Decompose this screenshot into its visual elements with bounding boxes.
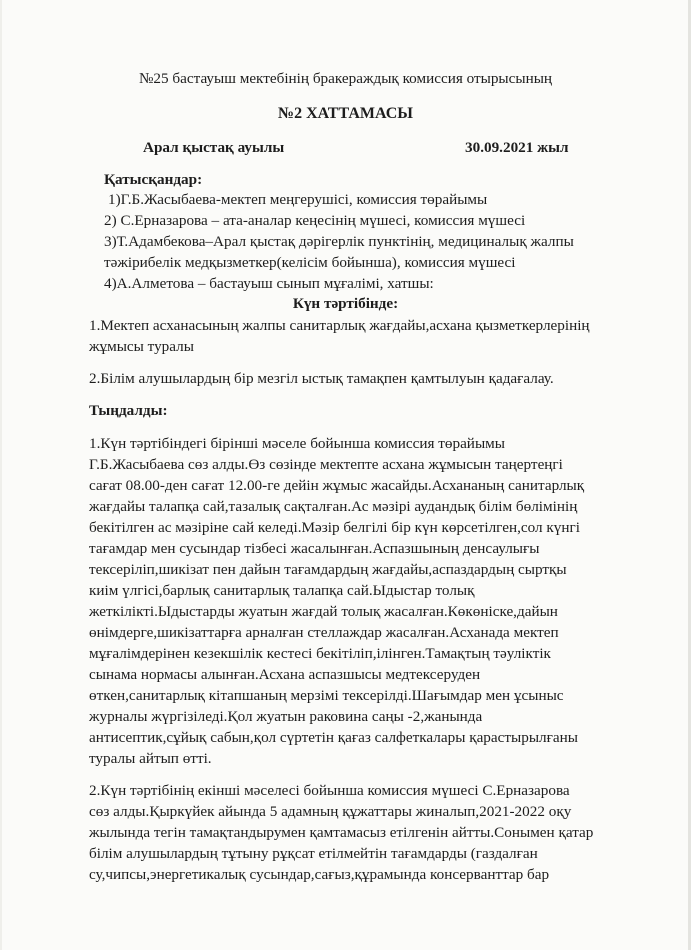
para1-line: мұғалімдерінен кезекшілік кестесі бекітіліп,ілінген.Тамақтың тәуліктік: [89, 645, 551, 662]
para1-line: өткен,санитарлық кітапшаның мерзімі тексерілді.Шағымдар мен ұсыныс: [89, 687, 564, 704]
scan-left-edge: [0, 0, 2, 950]
para2-line: жылында тегін тамақтандырумен қамтамасыз етілгенін айтты.Сонымен қатар: [89, 824, 594, 841]
para2-line: су,чипсы,энергетикалық сусындар,сағыз,құрамында консерванттар бар: [89, 866, 550, 883]
org-line: №25 бастауыш мектебінің бракераждық комиссия отырысының: [138, 70, 553, 87]
para1-line: киім үлгісі,барлық санитарлық талапқа сай.Ыдыстар толық: [89, 582, 475, 599]
place: Арал қыстақ ауылы: [143, 139, 285, 156]
para1-line: тексеріліп,шикізат пен дайын тағамдардың жағдайы,аспаздардың сыртқы: [89, 561, 567, 578]
agenda-item-2: 2.Білім алушылардың бір мезгіл ыстық тамақпен қамтылуын қадағалау.: [89, 370, 554, 387]
para2-line: білім алушылардың тұтыну рұқсат етілмейтін тағамдарды (газдалған: [89, 845, 538, 862]
agenda-item-1-line1: 1.Мектеп асханасының жалпы санитарлық жағдайы,асхана қызметкерлерінің: [89, 317, 590, 334]
agenda-heading: Күн тәртібінде:: [292, 295, 399, 312]
para1-line: антисептик,сұйық сабын,қол сүртетін қағаз салфеткалары қарастырылғаны: [89, 729, 578, 746]
doc-title: №2 ХАТТАМАСЫ: [277, 105, 413, 122]
para1-line: сынама нормасы алынған.Асхана аспазшысы медтексеруден: [89, 666, 481, 683]
para2-line: 2.Күн тәртібінің екінші мәселесі бойынша комиссия мүшесі С.Ерназарова: [89, 782, 570, 799]
participant-3-cont: тәжірибелік медқызметкер(келісім бойынша), комиссия мүшесі: [104, 254, 516, 271]
para1-line: Г.Б.Жасыбаева сөз алды.Өз сөзінде мектепте асхана жұмысын таңертеңгі: [89, 456, 563, 473]
para1-line: тағамдар мен сусындар тізбесі жасалынған.Аспазшының денсаулығы: [89, 540, 540, 557]
para1-line: өнімдерге,шикізаттарға арналған стеллаждар жасалған.Асханада мектеп: [89, 624, 559, 641]
para1-line: журналы жүргізіледі.Қол жуатын раковина саңы -2,жанында: [89, 708, 483, 725]
participant-1: 1)Г.Б.Жасыбаева-мектеп меңгерушісі, комиссия төрайымы: [108, 191, 488, 208]
para2-line: сөз алды.Қыркүйек айында 5 адамның құжаттары жиналып,2021-2022 оқу: [89, 803, 572, 820]
para1-line: сағат 08.00-ден сағат 12.00-ге дейін жұмыс жасайды.Асхананың санитарлық: [89, 477, 585, 494]
para1-line: туралы айтып өтті.: [89, 750, 212, 767]
para1-line: жеткілікті.Ыдыстарды жуатын жағдай толық жасалған.Көкөніске,дайын: [89, 603, 558, 620]
para1-line: бекітілген ас мәзіріне сай келеді.Мәзір белгілі бір күн көрсетілген,сол күнгі: [89, 519, 580, 536]
participant-2: 2) С.Ерназарова – ата-аналар кеңесінің мүшесі, комиссия мүшесі: [104, 212, 526, 229]
participant-4: 4)А.Алметова – бастауыш сынып мұғалімі, хатшы:: [104, 275, 434, 292]
agenda-item-1-line2: жұмысы туралы: [89, 338, 194, 355]
para1-line: жағдайы талапқа сай,тазалық сақталған.Ас мәзірі аудандық білім бөлімінің: [89, 498, 578, 515]
participants-heading: Қатысқандар:: [104, 171, 203, 188]
participant-3: 3)Т.Адамбекова–Арал қыстақ дәрігерлік пунктінің, медициналық жалпы: [104, 233, 574, 250]
para1-line: 1.Күн тәртібіндегі бірінші мәселе бойынша комиссия төрайымы: [89, 435, 505, 452]
date: 30.09.2021 жыл: [465, 139, 569, 156]
heard-heading: Тыңдалды:: [89, 402, 168, 419]
